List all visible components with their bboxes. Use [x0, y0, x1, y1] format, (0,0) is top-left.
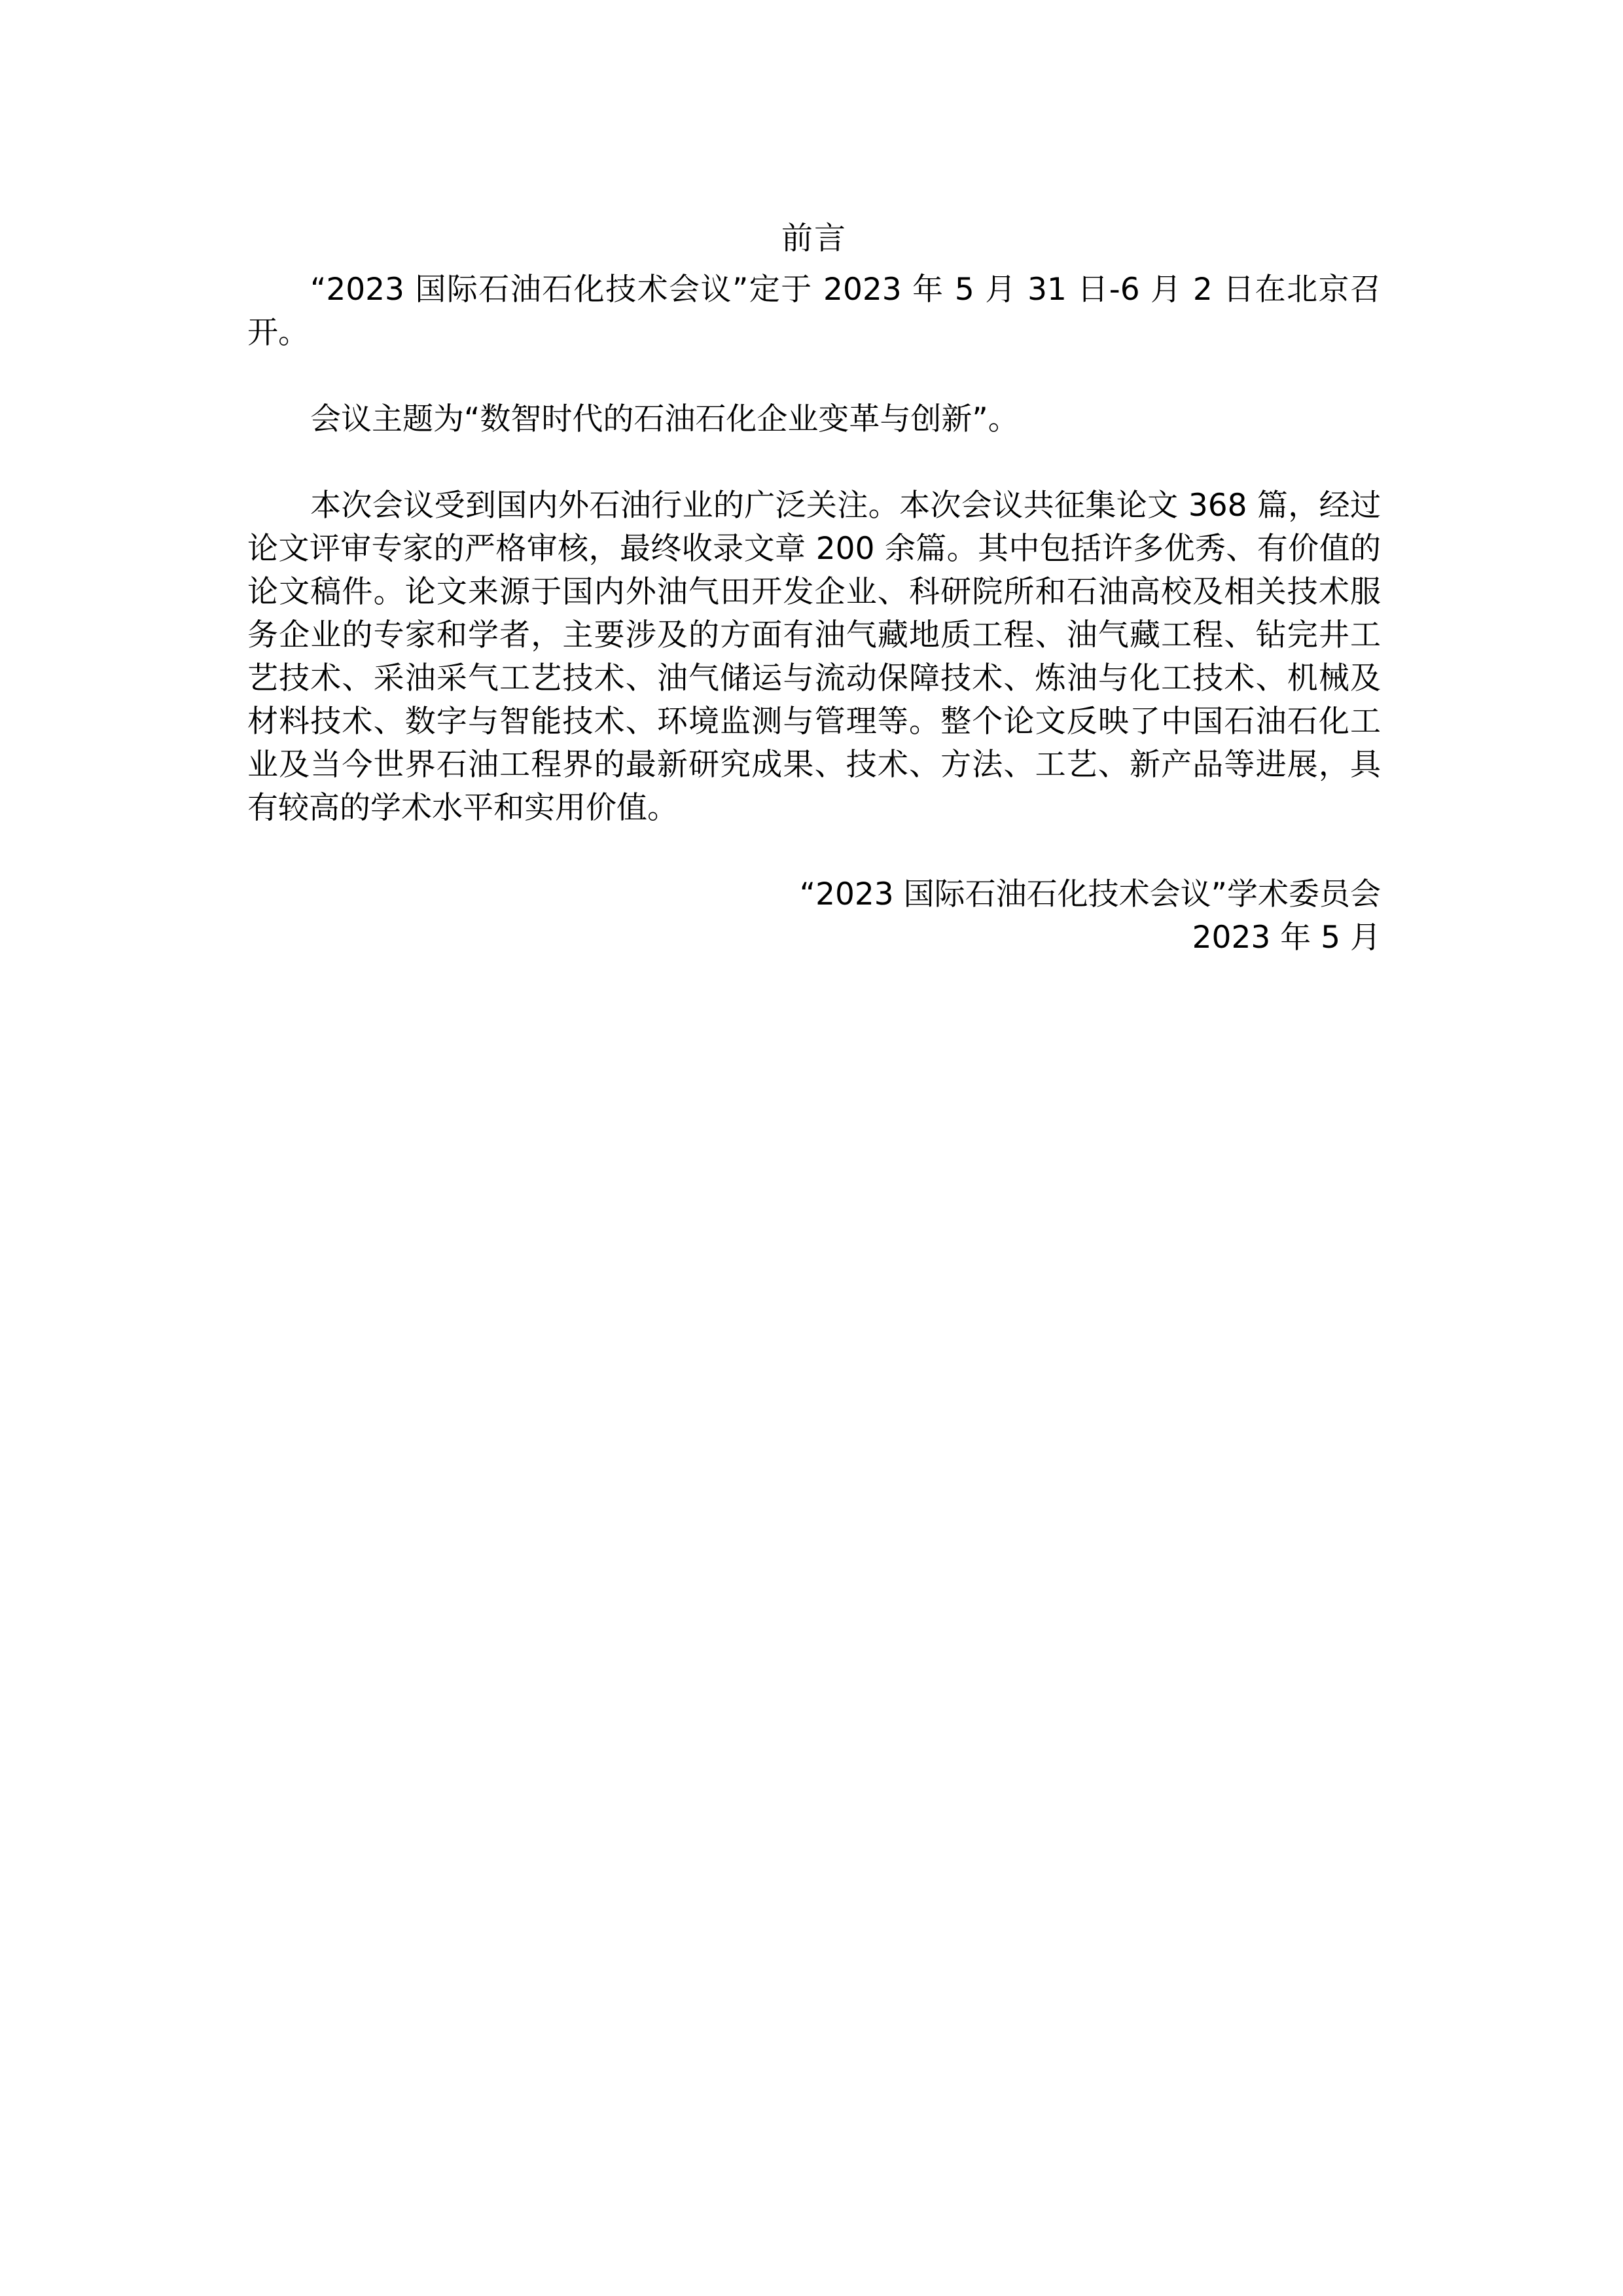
paragraph-spacer	[247, 355, 1381, 398]
paragraph-conference-theme: 会议主题为“数智时代的石油石化企业变革与创新”。	[310, 401, 1019, 437]
page-title: 前言	[781, 220, 847, 257]
paragraph-spacer	[247, 441, 1381, 484]
paragraph-conference-papers: 本次会议受到国内外石油行业的广泛关注。本次会议共征集论文 368 篇，经过论文评审专家的严格审核，最终收录文章 200 余篇。其中包括许多优秀、有价值的论文稿件。论文来源于国内外油气田开发企业、科研院所和石油高校及相关技术服务企业的专家和学者，主要涉及的方面有油气藏地质工程、油气藏工程、钻完井工艺技术、采油采气工艺技术、油气储运与流动保障技术、炼油与化工技术、机械及材料技术、数字与智能技术、环境监测与管理等。整个论文反映了中国石油石化工业及当今世界石油工程界的最新研究成果、技术、方法、工艺、新产品等进展，具有较高的学术水平和实用价值。	[247, 488, 1381, 826]
paragraph-spacer	[247, 830, 1381, 873]
signature-organization: “2023 国际石油石化技术会议”学术委员会	[799, 876, 1381, 912]
paragraph-conference-date: “2023 国际石油石化技术会议”定于 2023 年 5 月 31 日-6 月 2 日在北京召开。	[247, 272, 1381, 351]
document-content	[247, 211, 1381, 960]
signature-date: 2023 年 5 月	[1192, 920, 1381, 956]
